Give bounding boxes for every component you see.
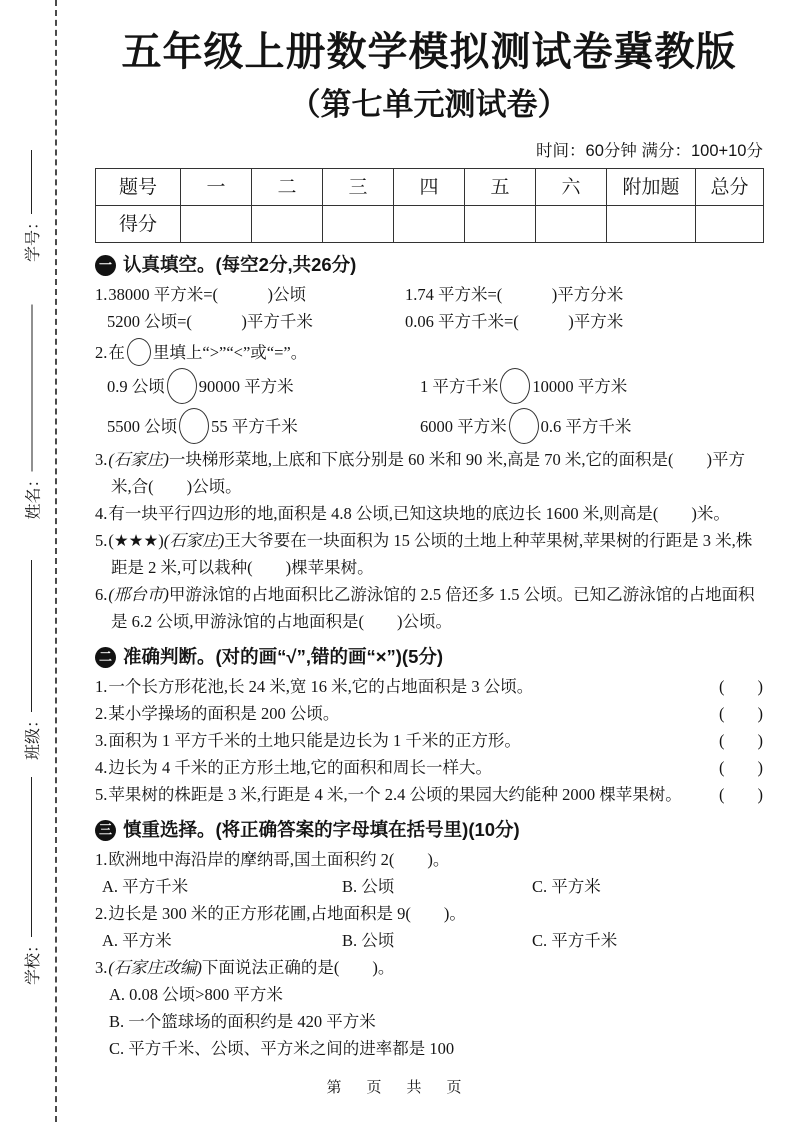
score-cell: [607, 206, 696, 243]
section1-header: [95, 252, 763, 278]
question-s3-q2: [95, 900, 763, 927]
question-number: 5.: [95, 531, 108, 550]
comparison-pair: 6000 平方米 0.6 平方千米: [420, 408, 631, 444]
question-number: 2.: [95, 704, 108, 723]
section3-number-badge-icon: 三: [95, 820, 116, 841]
fill-blank-item: 0.06 平方千米=( )平方米: [405, 312, 624, 331]
section2-title: 准确判断。(对的画“√”,错的画“×”)(5分): [123, 646, 444, 667]
margin-field-school: [22, 777, 44, 985]
class-blank-line: [31, 560, 32, 712]
class-label: 班级：: [24, 711, 42, 760]
question-s3-q1: [95, 846, 763, 873]
answer-circle: [500, 368, 530, 404]
source-tag: (邢台市): [108, 585, 169, 604]
question-s1-q6: [95, 581, 763, 635]
score-table-header-cell: 总分: [696, 169, 764, 206]
answer-bracket: ( ): [719, 731, 763, 750]
option-c: C. 平方千米、公顷、平方米之间的进率都是 100: [109, 1039, 455, 1058]
answer-circle: [509, 408, 539, 444]
question-s1-q3: [95, 446, 763, 500]
score-table-header-cell: 六: [536, 169, 607, 206]
score-cell: [536, 206, 607, 243]
question-s1-q1-line1: [95, 281, 763, 308]
comparison-row: [95, 366, 763, 406]
score-cell: [323, 206, 394, 243]
score-table-header-cell: 附加题: [607, 169, 696, 206]
question-number: 3.: [95, 731, 108, 750]
main-content: [95, 26, 763, 1062]
time-info: 时间：60分钟 满分：100+10分: [536, 142, 763, 160]
school-blank-line: [31, 777, 32, 937]
section2-header: [95, 644, 763, 670]
name-label: 姓名：: [25, 471, 42, 520]
margin-field-class: [22, 560, 44, 760]
score-cell: [181, 206, 252, 243]
comparison-row: [95, 406, 763, 446]
source-tag: (石家庄改编): [108, 958, 202, 977]
score-table-header-cell: 题号: [96, 169, 181, 206]
question-text: 苹果树的株距是 3 米,行距是 4 米,一个 2.4 公顷的果园大约能种 2000 棵苹果树。: [108, 785, 682, 804]
name-blank-line: [32, 305, 33, 472]
score-cell: [394, 206, 465, 243]
section2-number-badge-icon: 二: [95, 647, 116, 668]
comparison-pair: 0.9 公顷 90000 平方米: [107, 368, 420, 404]
question-text: 欧洲地中海沿岸的摩纳哥,国土面积约 2( )。: [108, 850, 450, 869]
intro-text: 在: [108, 343, 125, 362]
question-s1-q5: [95, 527, 763, 581]
score-table-header-cell: 三: [323, 169, 394, 206]
score-table-header-cell: 五: [465, 169, 536, 206]
question-text: 王大爷要在一块面积为 15 公顷的土地上种苹果树,苹果树的行距是 3 米,株距是 2 米,可以栽种( )棵苹果树。: [111, 531, 753, 577]
answer-circle: [167, 368, 197, 404]
question-s1-q2-intro: [95, 338, 763, 366]
fill-blank-item: 1.74 平方米=( )平方分米: [405, 285, 624, 304]
school-label: 学校：: [24, 936, 42, 985]
question-text: 有一块平行四边形的地,面积是 4.8 公顷,已知这块地的底边长 1600 米,则高是( )米。: [108, 504, 730, 523]
answer-bracket: ( ): [719, 677, 763, 696]
score-table-header-row: [96, 169, 764, 206]
question-number: 6.: [95, 585, 108, 604]
question-number: 1.: [95, 677, 108, 696]
question-s1-q1-line2: [95, 308, 763, 335]
score-cell: [252, 206, 323, 243]
option-c: C. 平方千米: [532, 931, 618, 950]
score-table-header-cell: 一: [181, 169, 252, 206]
answer-bracket: ( ): [719, 758, 763, 777]
question-text: 面积为 1 平方千米的土地只能是边长为 1 千米的正方形。: [108, 731, 521, 750]
option-b: B. 公顷: [342, 931, 395, 950]
score-cell: [696, 206, 764, 243]
question-number: 4.: [95, 504, 108, 523]
question-number: 1.: [95, 850, 108, 869]
section3-title: 慎重选择。(将正确答案的字母填在括号里)(10分): [123, 819, 520, 840]
score-table-score-row: [96, 206, 764, 243]
question-text: 一个长方形花池,长 24 米,宽 16 米,它的占地面积是 3 公顷。: [108, 677, 534, 696]
option-b: B. 公顷: [342, 877, 395, 896]
section1-number-badge-icon: 一: [95, 255, 116, 276]
question-number: 2.: [95, 904, 108, 923]
option-c: C. 平方米: [532, 877, 601, 896]
score-table-header-cell: 二: [252, 169, 323, 206]
question-number: 3.: [95, 958, 108, 977]
fill-blank-item: 5200 公顷=( )平方千米: [107, 312, 313, 331]
difficulty-stars-icon: (★★★): [108, 531, 164, 550]
question-text: 一块梯形菜地,上底和下底分别是 60 米和 90 米,高是 70 米,它的面积是( )平方米,合( )公顷。: [111, 450, 745, 496]
question-s3-q3: [95, 954, 763, 981]
question-number: 4.: [95, 758, 108, 777]
option-a: A. 平方米: [102, 931, 172, 950]
answer-circle: [127, 338, 151, 366]
score-cell: [465, 206, 536, 243]
option-a: A. 平方千米: [102, 877, 189, 896]
source-tag: (石家庄): [163, 531, 225, 550]
judge-item: [95, 673, 763, 700]
score-table-header-cell: 四: [394, 169, 465, 206]
answer-bracket: ( ): [719, 785, 763, 804]
section1-title: 认真填空。(每空2分,共26分): [123, 254, 357, 275]
question-s1-q4: [95, 500, 763, 527]
source-tag: (石家庄): [108, 450, 169, 469]
question-text: 下面说法正确的是( )。: [201, 958, 395, 977]
fill-blank-item: 38000 平方米=( )公顷: [108, 285, 307, 304]
margin-field-student-id: [22, 150, 44, 262]
question-number: 1.: [95, 285, 108, 304]
judge-item: [95, 727, 763, 754]
margin-divider-dashed-line: [55, 0, 57, 1122]
question-text: 某小学操场的面积是 200 公顷。: [108, 704, 340, 723]
question-number: 3.: [95, 450, 108, 469]
margin-field-name: [23, 305, 45, 520]
judge-item: [95, 700, 763, 727]
answer-circle: [179, 408, 209, 444]
page-subtitle: （第七单元测试卷）: [289, 87, 569, 122]
score-table: [95, 168, 764, 243]
page-title: 五年级上册数学模拟测试卷冀教版: [121, 30, 737, 74]
option-a: A. 0.08 公顷>800 平方米: [109, 985, 283, 1004]
score-label-cell: 得分: [96, 206, 181, 243]
options-row: [95, 927, 763, 954]
judge-item: [95, 754, 763, 781]
student-id-blank-line: [31, 150, 32, 214]
question-number: 2.: [95, 343, 108, 362]
answer-bracket: ( ): [719, 704, 763, 723]
question-number: 5.: [95, 785, 108, 804]
question-text: 边长是 300 米的正方形花圃,占地面积是 9( )。: [108, 904, 466, 923]
intro-text: 里填上“>”“<”或“=”。: [152, 343, 308, 362]
comparison-pair: 5500 公顷 55 平方千米: [107, 408, 420, 444]
section3-header: [95, 817, 763, 843]
student-id-label: 学号：: [24, 213, 42, 262]
judge-item: [95, 781, 763, 808]
question-text: 甲游泳馆的占地面积比乙游泳馆的 2.5 倍还多 1.5 公顷。已知乙游泳馆的占地面积是 6.2 公顷,甲游泳馆的占地面积是( )公顷。: [111, 585, 755, 631]
page-footer: 第 页 共 页: [326, 1080, 467, 1096]
comparison-pair: 1 平方千米 10000 平方米: [420, 368, 627, 404]
question-text: 边长为 4 千米的正方形土地,它的面积和周长一样大。: [108, 758, 492, 777]
option-b: B. 一个篮球场的面积约是 420 平方米: [109, 1012, 376, 1031]
options-row: [95, 873, 763, 900]
